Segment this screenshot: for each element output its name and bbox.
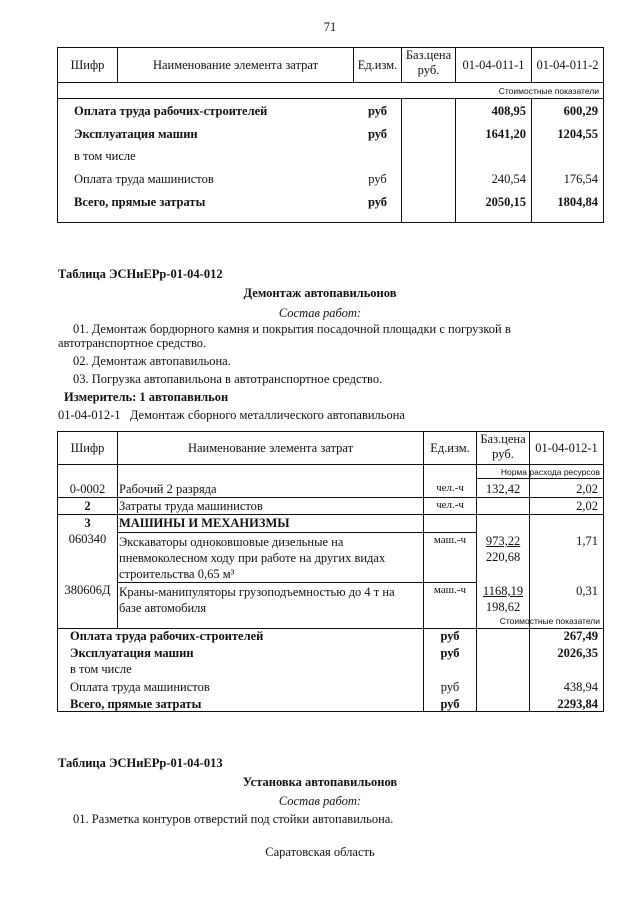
t2-header-name: Наименование элемента затрат <box>187 441 354 455</box>
work-item-continuation: автотранспортное средство. <box>58 336 207 350</box>
t1-header-col2: 01-04-011-2 <box>536 58 599 72</box>
table-label: Таблица ЭСНиЕРр-01-04-013 <box>58 756 223 770</box>
table-label: Таблица ЭСНиЕРр-01-04-012 <box>58 267 223 281</box>
work-item: 02. Демонтаж автопавильона. <box>73 354 231 368</box>
work-item: 01. Демонтаж бордюрного камня и покрытия посадочной площадки с погрузкой в <box>73 322 511 336</box>
meter-label: Измеритель: 1 автопавильон <box>64 390 229 404</box>
t1-subheader: Стоимостные показатели <box>498 86 599 96</box>
t1-header-base-price: Баз.цена руб. <box>405 48 452 77</box>
t1-header-name: Наименование элемента затрат <box>152 58 319 72</box>
section-title: Демонтаж автопавильонов <box>243 286 397 300</box>
position-title: 01-04-012-1 Демонтаж сборного металлического автопавильона <box>58 408 405 422</box>
t2-header-code: Шифр <box>70 441 105 455</box>
t1-header-unit: Ед.изм. <box>357 58 398 72</box>
work-composition-heading: Состав работ: <box>278 794 362 808</box>
t2-header-col1: 01-04-012-1 <box>535 441 598 455</box>
page-number: 71 <box>323 20 337 34</box>
section-title: Установка автопавильонов <box>242 775 398 789</box>
t2-subheader-costs: Стоимостные показатели <box>499 616 600 626</box>
t1-header-code: Шифр <box>70 58 105 72</box>
work-composition-heading: Состав работ: <box>278 306 362 320</box>
t2-subheader-norms: Норма расхода ресурсов <box>500 467 600 477</box>
t2-header-unit: Ед.изм. <box>430 441 470 455</box>
work-item: 01. Разметка контуров отверстий под стойки автопавильона. <box>73 812 394 826</box>
footer-region: Саратовская область <box>265 845 375 859</box>
work-item: 03. Погрузка автопавильона в автотранспортное средство. <box>73 372 383 386</box>
t1-header-col1: 01-04-011-1 <box>462 58 525 72</box>
t2-header-base-price: Баз.цена руб. <box>480 432 526 461</box>
